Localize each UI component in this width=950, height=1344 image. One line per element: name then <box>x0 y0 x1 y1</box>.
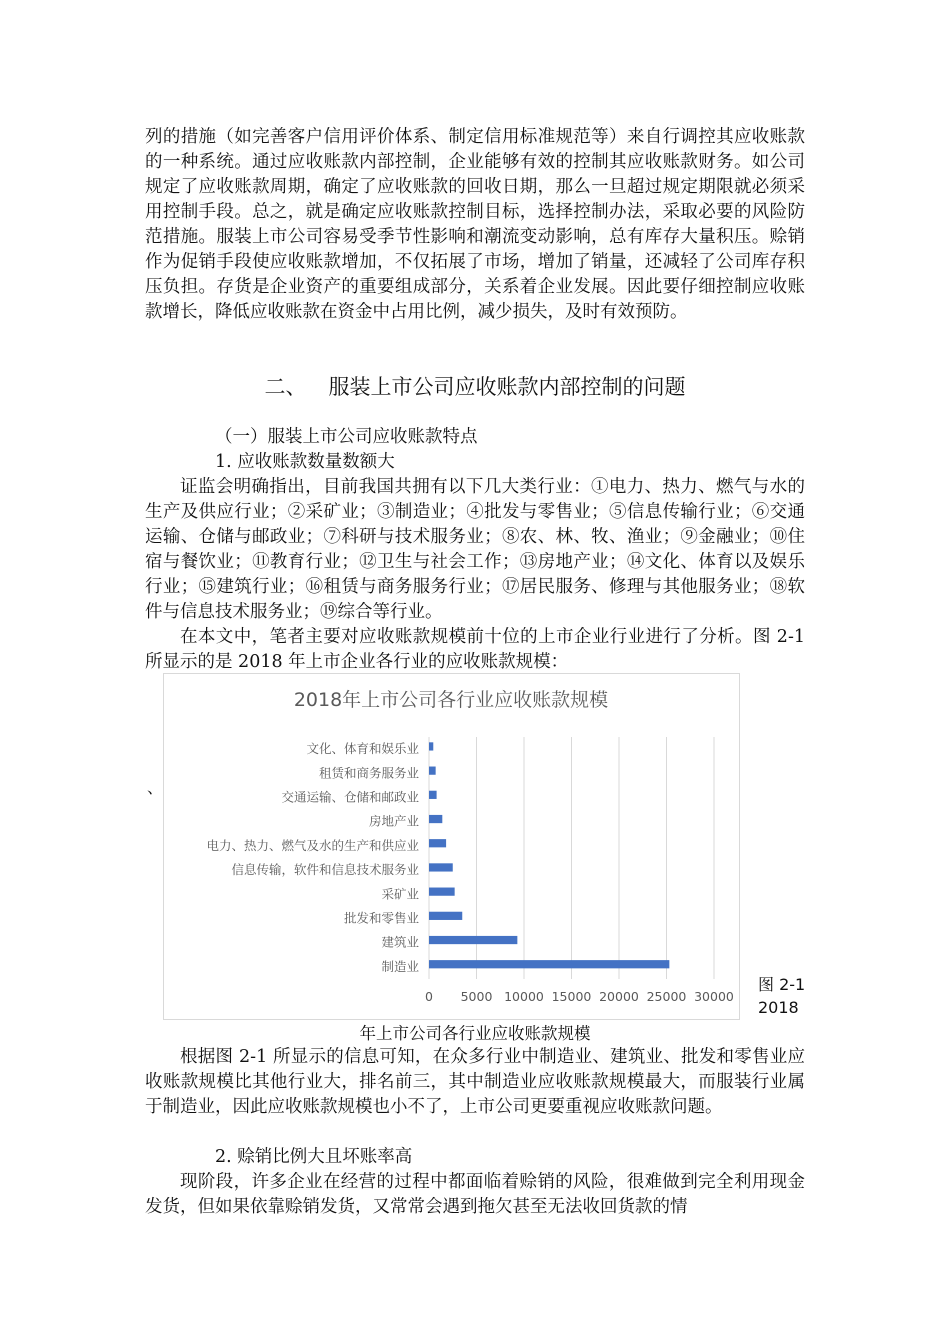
bar <box>429 742 433 750</box>
category-label: 电力、热力、燃气及水的生产和供应业 <box>206 837 419 853</box>
figure-label-side: 图 2-1 <box>758 975 806 994</box>
bar <box>429 791 437 799</box>
bar <box>429 936 517 944</box>
body-paragraph-3: 在本文中，笔者主要对应收账款规模前十位的上市企业行业进行了分析。图 2-1 所显示的是 2018 年上市企业各行业的应收账款规模： <box>145 627 805 672</box>
chart-title: 2018年上市公司各行业应收账款规模 <box>293 689 609 711</box>
figure-caption: 年上市公司各行业应收账款规模 <box>359 1024 591 1043</box>
category-label: 批发和零售业 <box>343 910 419 926</box>
category-label: 建筑业 <box>381 934 419 950</box>
subsection-heading: （一）服装上市公司应收账款特点 <box>215 427 478 447</box>
body-paragraph-2: 证监会明确指出，目前我国共拥有以下几大类行业：①电力、热力、燃气与水的生产及供应行业；②采矿业；③制造业；④批发与零售业；⑤信息传输行业；⑥交通运输、仓储与邮政业；⑦科研与技术服务业；⑧农、林、牧、渔业；⑨金融业；⑩住宿与餐饮业；⑪教育行业；⑫卫生与社会工作；⑬房地产业；⑭文化、体育以及娱乐行业；⑮建筑行业；⑯租赁与商务服务行业；⑰居民服务、修理与其他服务业；⑱软件与信息技术服务业；⑲综合等行业。 <box>145 477 805 622</box>
body-paragraph-1: 列的措施（如完善客户信用评价体系、制定信用标准规范等）来自行调控其应收账款的一种系统。通过应收账款内部控制，企业能够有效的控制其应收账款财务。如公司规定了应收账款周期，确定了应收账款的回收日期，那么一旦超过规定期限就必须采用控制手段。总之，就是确定应收账款控制目标，选择控制办法，采取必要的风险防范措施。服装上市公司容易受季节性影响和潮流变动影响，总有库存大量积压。赊销作为促销手段使应收账款增加，不仅拓展了市场，增加了销量，还减轻了公司库存积压负担。存货是企业资产的重要组成部分，关系着企业发展。因此要仔细控制应收账款增长，降低应收账款在资金中占用比例，减少损失，及时有效预防。 <box>145 127 805 322</box>
x-tick-label: 15000 <box>551 989 592 1004</box>
x-tick-label: 20000 <box>599 989 639 1004</box>
body-paragraph-5: 现阶段，许多企业在经营的过程中都面临着赊销的风险，很难做到完全利用现金发货，但如果依靠赊销发货，又常常会遇到拖欠甚至无法收回货款的情 <box>145 1172 805 1217</box>
point-heading-1: 1. 应收账款数量数额大 <box>215 452 395 472</box>
stray-mark: 、 <box>147 778 164 797</box>
category-label: 采矿业 <box>381 886 419 902</box>
chart-canvas <box>164 674 739 1019</box>
bar <box>429 839 446 847</box>
point-heading-2: 2. 赊销比例大且坏账率高 <box>215 1147 413 1167</box>
figure-year-side: 2018 <box>758 998 799 1017</box>
x-tick-label: 5000 <box>460 989 493 1004</box>
category-label: 交通运输、仓储和邮政业 <box>281 789 419 805</box>
bar <box>429 912 462 920</box>
bar <box>429 815 442 823</box>
category-label: 文化、体育和娱乐业 <box>306 741 419 757</box>
category-label: 信息传输，软件和信息技术服务业 <box>231 862 419 878</box>
x-tick-label: 0 <box>425 989 433 1004</box>
bar <box>429 888 455 896</box>
bar <box>429 960 669 968</box>
section-title: 服装上市公司应收账款内部控制的问题 <box>328 375 686 399</box>
section-heading <box>0 371 950 401</box>
bar <box>429 863 453 871</box>
x-tick-label: 25000 <box>646 989 687 1004</box>
section-number: 二、 <box>264 375 307 399</box>
industry-receivables-chart <box>163 673 740 1020</box>
category-label: 房地产业 <box>368 813 419 829</box>
bar <box>429 767 436 775</box>
body-paragraph-4: 根据图 2-1 所显示的信息可知，在众多行业中制造业、建筑业、批发和零售业应收账款规模比其他行业大，排名前三，其中制造业应收账款规模最大，而服装行业属于制造业，因此应收账款规模也小不了，上市公司更要重视应收账款问题。 <box>145 1047 805 1117</box>
category-label: 制造业 <box>381 958 419 974</box>
category-label: 租赁和商务服务业 <box>318 765 419 781</box>
x-tick-label: 10000 <box>504 989 544 1004</box>
x-tick-label: 30000 <box>694 989 734 1004</box>
